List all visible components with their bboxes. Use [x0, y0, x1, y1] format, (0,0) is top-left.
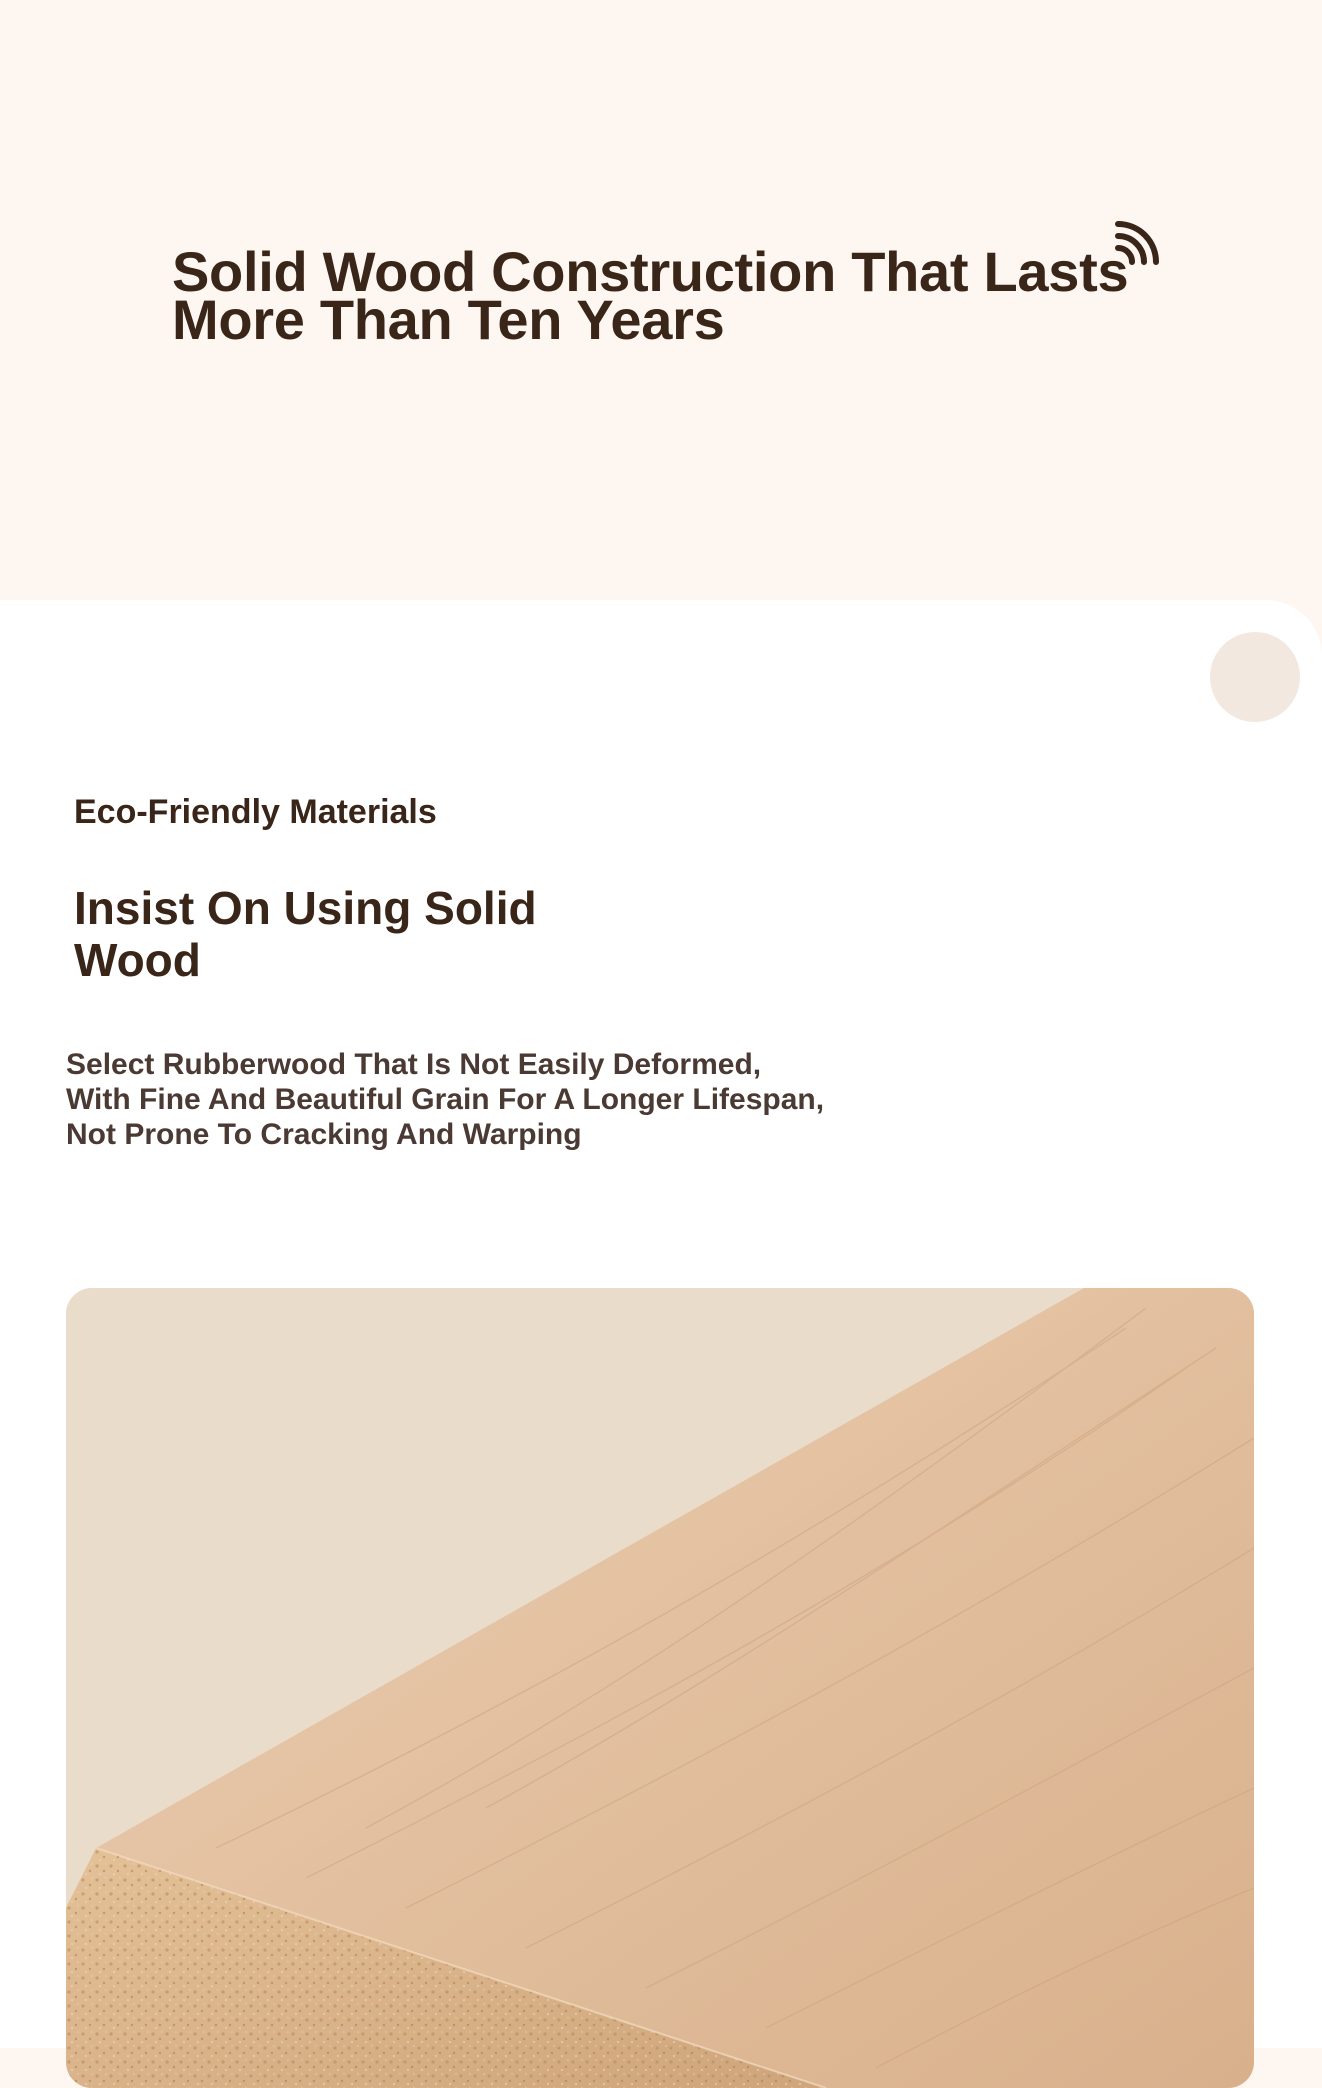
wood-block-image — [66, 1288, 1254, 2088]
hero-section — [0, 0, 1322, 600]
feature-description: Select Rubberwood That Is Not Easily Deformed, With Fine And Beautiful Grain For A Longer Lifespan, Not Prone To Cracking And Warping — [66, 1048, 825, 1151]
feature-title: Insist On Using Solid Wood — [74, 882, 537, 986]
signal-icon — [1112, 218, 1162, 268]
hero-title: Solid Wood Construction That Lasts More Than Ten Years — [172, 240, 1129, 351]
decorative-circle — [1210, 632, 1300, 722]
feature-eyebrow: Eco-Friendly Materials — [74, 793, 437, 831]
